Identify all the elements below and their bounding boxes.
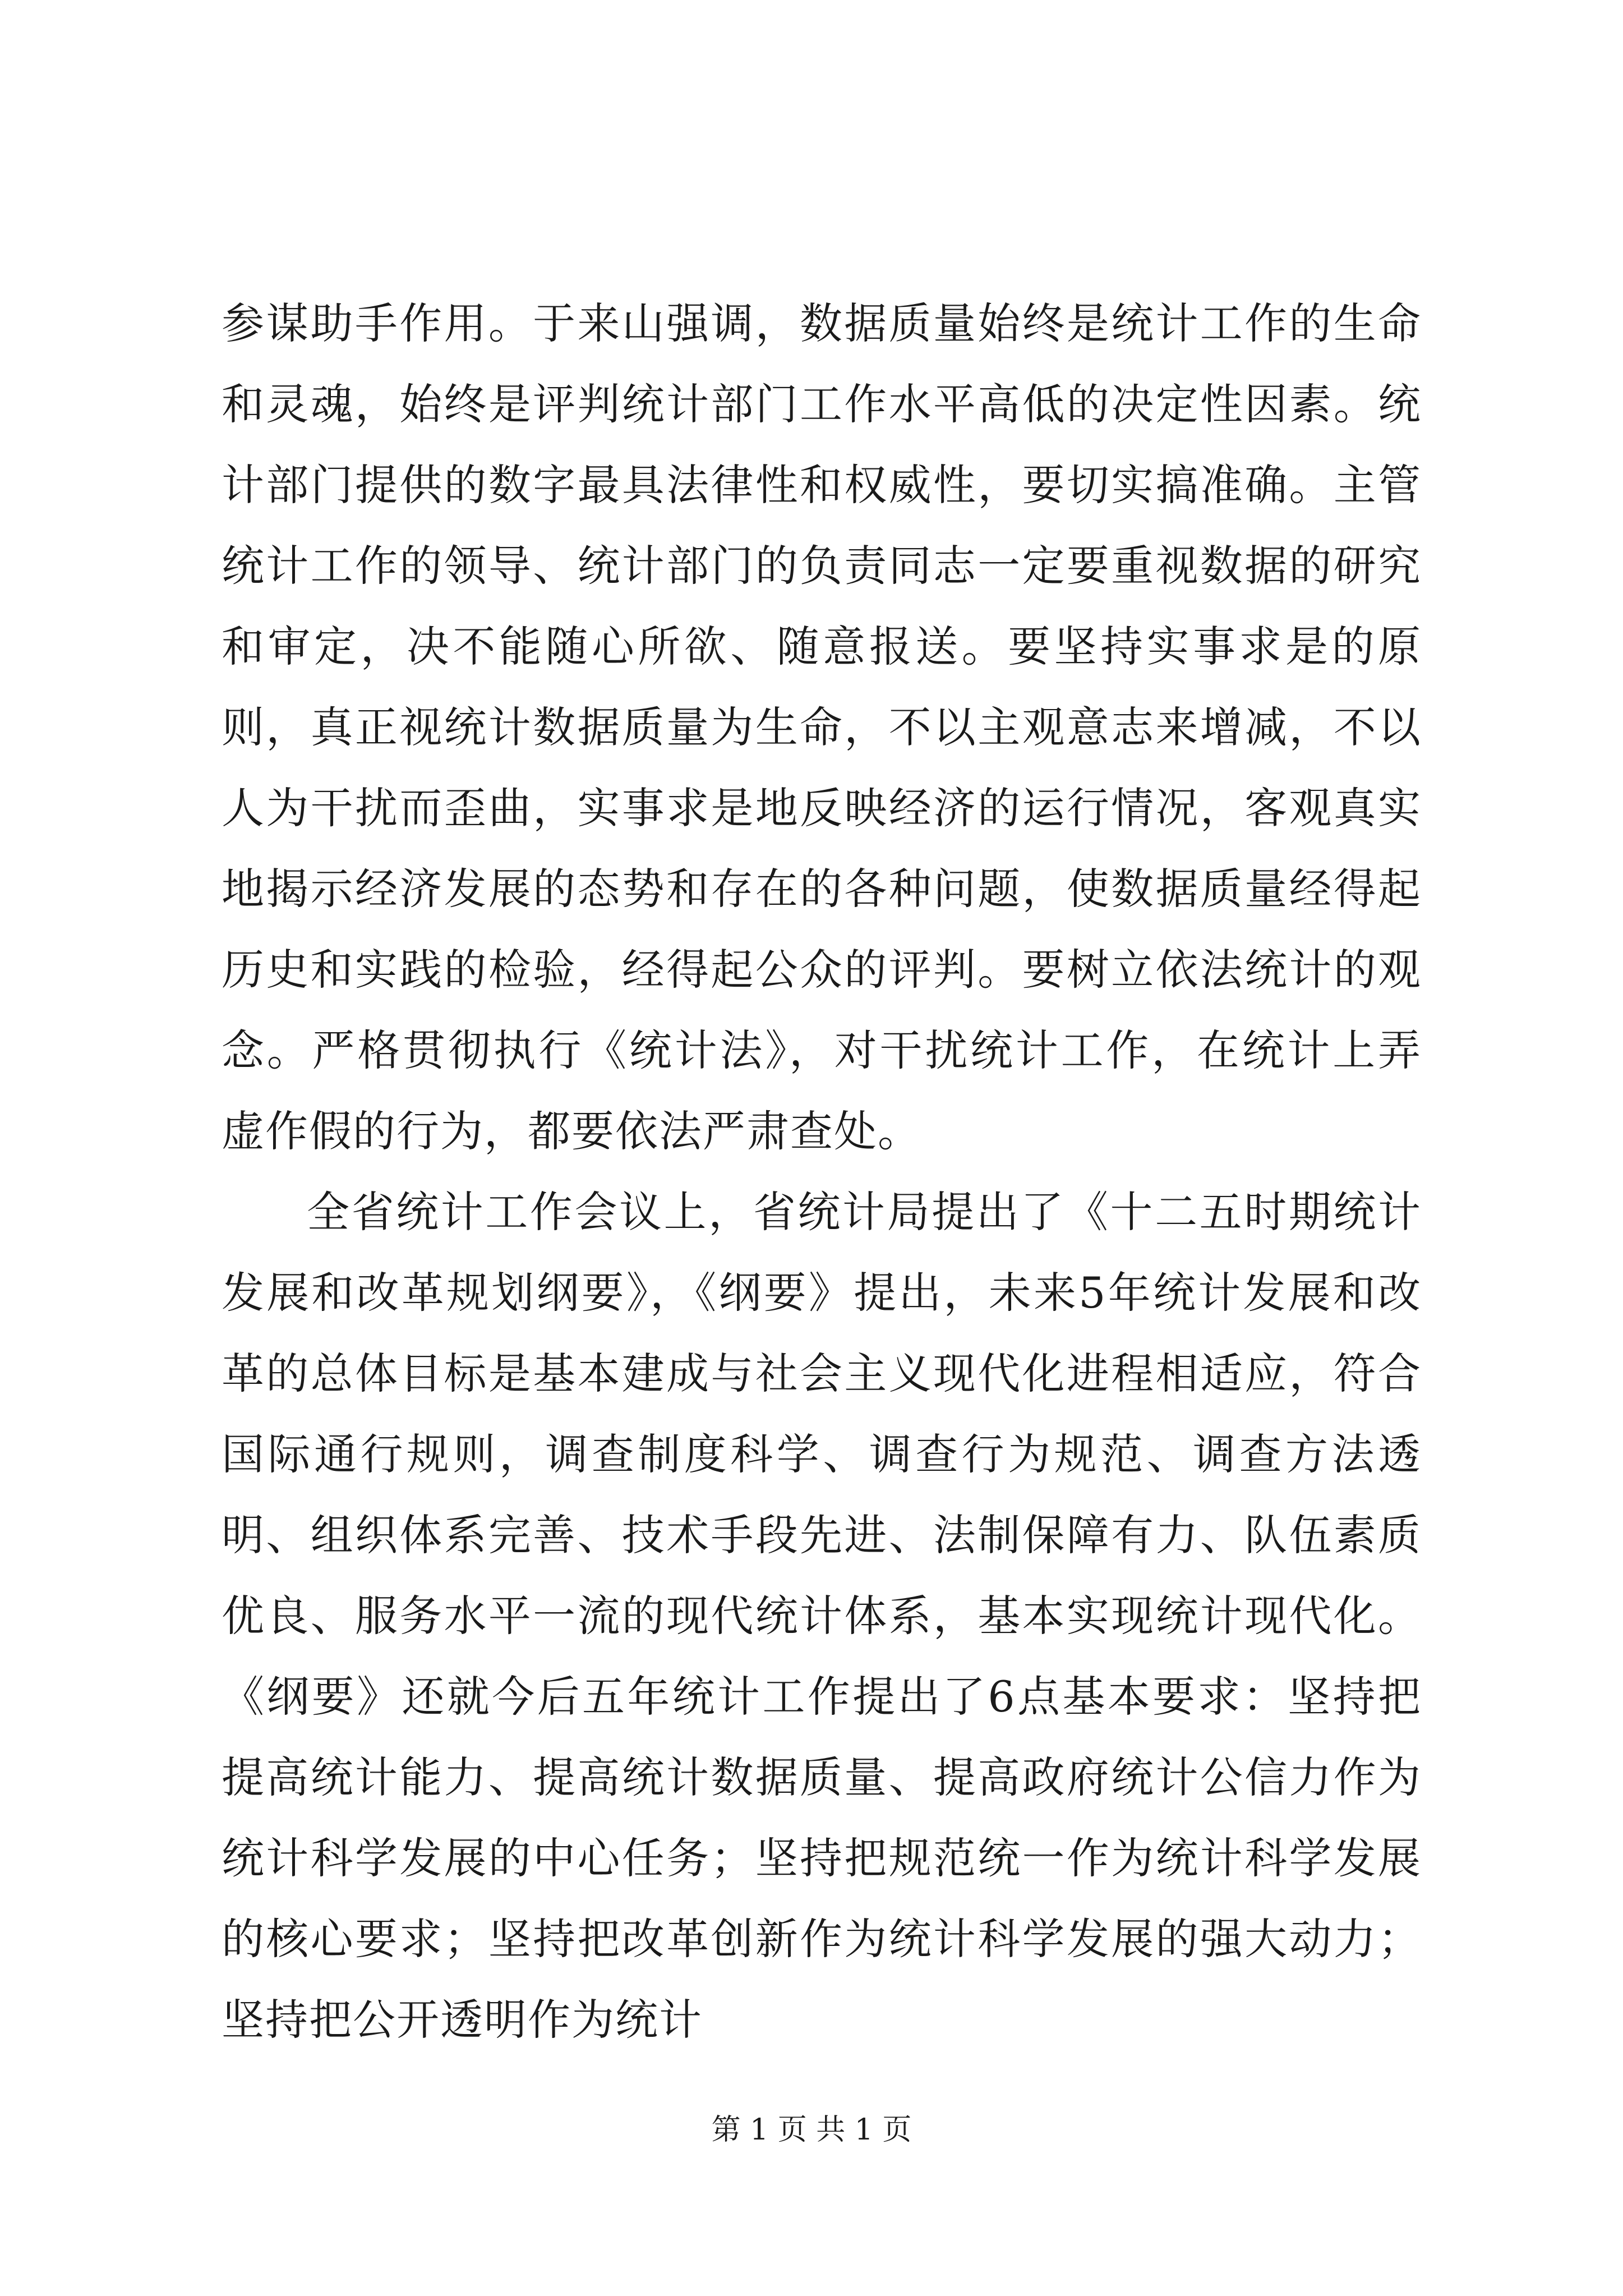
paragraph-statistics-conference: 全省统计工作会议上，省统计局提出了《十二五时期统计发展和改革规划纲要》，《纲要》提出，未来5年统计发展和改革的总体目标是基本建成与社会主义现代化进程相适应，符合国际通行规则，调查制度科学、调查行为规范、调查方法透明、组织体系完善、技术手段先进、法制保障有力、队伍素质优良、服务水平一流的现代统计体系，基本实现统计现代化。《纲要》还就今后五年统计工作提出了6点基本要求：坚持把提高统计能力、提高统计数据质量、提高政府统计公信力作为统计科学发展的中心任务；坚持把规范统一作为统计科学发展的核心要求；坚持把改革创新作为统计科学发展的强大动力；坚持把公开透明作为统计: [222, 1187, 1422, 2045]
page-footer: 第 1 页 共 1 页: [711, 2113, 912, 2147]
paragraph-continuation: 参谋助手作用。于来山强调，数据质量始终是统计工作的生命和灵魂，始终是评判统计部门工作水平高低的决定性因素。统计部门提供的数字最具法律性和权威性，要切实搞准确。主管统计工作的领导、统计部门的负责同志一定要重视数据的研究和审定，决不能随心所欲、随意报送。要坚持实事求是的原则，真正视统计数据质量为生命，不以主观意志来增减，不以人为干扰而歪曲，实事求是地反映经济的运行情况，客观真实地揭示经济发展的态势和存在的各种问题，使数据质量经得起历史和实践的检验，经得起公众的评判。要树立依法统计的观念。严格贯彻执行《统计法》，对干扰统计工作，在统计上弄虚作假的行为，都要依法严肃查处。: [222, 298, 1422, 1156]
document-body: [222, 283, 1422, 2060]
